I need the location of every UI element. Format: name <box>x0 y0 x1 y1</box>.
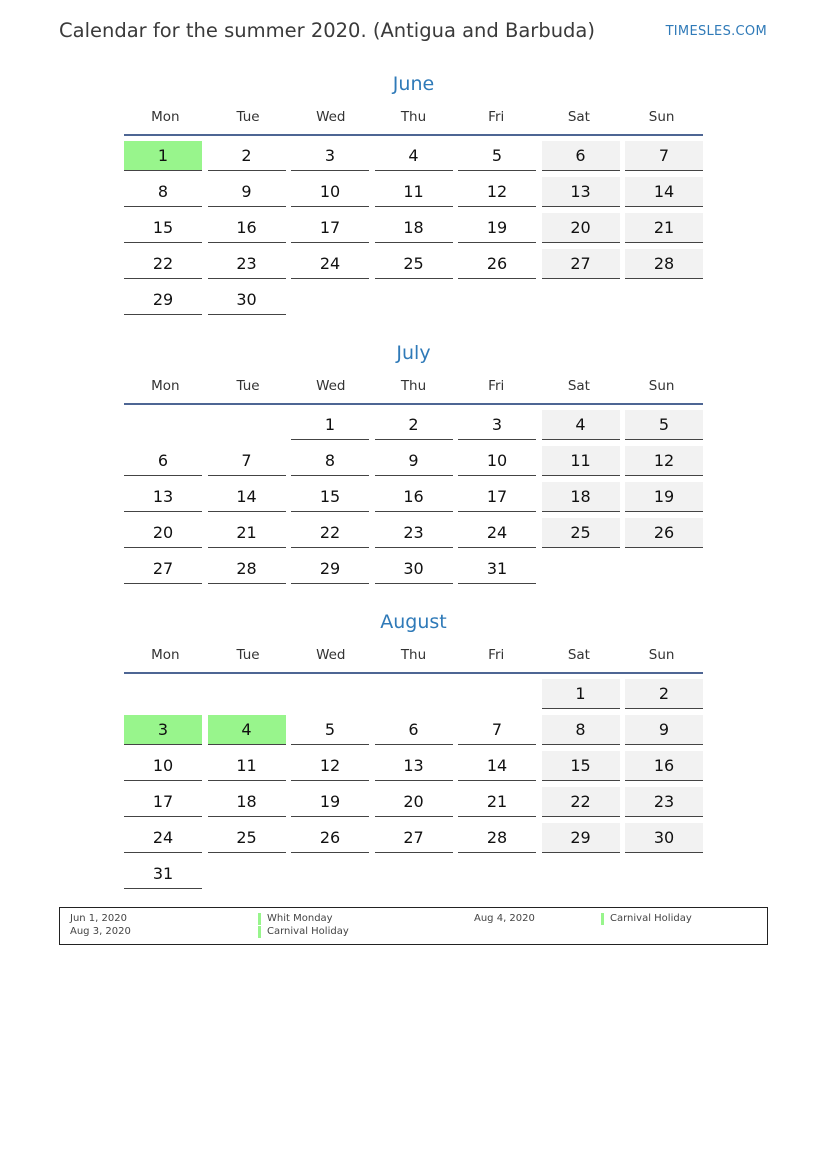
day-cell: 25 <box>375 249 453 279</box>
day-cell: 21 <box>625 213 703 243</box>
empty-cell <box>291 285 369 315</box>
empty-cell <box>291 859 369 889</box>
weekday-header <box>124 646 703 672</box>
day-cell: 29 <box>124 285 202 315</box>
legend-holiday-name: Whit Monday <box>258 913 333 925</box>
weekday-label: Mon <box>151 647 180 663</box>
day-cell: 26 <box>458 249 536 279</box>
weekday-label: Sat <box>567 109 590 125</box>
day-cell: 19 <box>625 482 703 512</box>
legend-date: Jun 1, 2020 <box>70 913 127 924</box>
day-cell: 3 <box>291 141 369 171</box>
empty-cell <box>625 859 703 889</box>
header-divider <box>124 403 703 405</box>
day-cell: 31 <box>458 554 536 584</box>
day-cell: 8 <box>542 715 620 745</box>
day-cell: 19 <box>458 213 536 243</box>
weekday-label: Wed <box>316 109 346 125</box>
month-title: July <box>396 342 431 364</box>
day-cell: 11 <box>208 751 286 781</box>
day-cell: 28 <box>208 554 286 584</box>
header-divider <box>124 134 703 136</box>
day-cell: 7 <box>458 715 536 745</box>
day-cell: 22 <box>124 249 202 279</box>
day-cell: 30 <box>625 823 703 853</box>
day-cell: 21 <box>458 787 536 817</box>
day-cell: 6 <box>124 446 202 476</box>
day-cell: 1 <box>542 679 620 709</box>
day-cell: 12 <box>291 751 369 781</box>
day-cell: 16 <box>208 213 286 243</box>
empty-cell <box>375 859 453 889</box>
day-cell: 10 <box>124 751 202 781</box>
weekday-label: Fri <box>488 109 505 125</box>
weekday-label: Thu <box>400 378 427 394</box>
empty-cell <box>375 285 453 315</box>
legend-holiday-name: Carnival Holiday <box>601 913 692 925</box>
month-july <box>124 339 703 590</box>
day-cell: 29 <box>291 554 369 584</box>
header-divider <box>124 672 703 674</box>
day-cell: 29 <box>542 823 620 853</box>
legend-date: Aug 4, 2020 <box>474 913 535 924</box>
day-cell: 25 <box>542 518 620 548</box>
day-cell: 5 <box>458 141 536 171</box>
day-cell: 8 <box>124 177 202 207</box>
day-cell: 23 <box>625 787 703 817</box>
weekday-header <box>124 108 703 134</box>
day-cell: 28 <box>458 823 536 853</box>
day-cell: 2 <box>208 141 286 171</box>
day-cell: 22 <box>291 518 369 548</box>
weekday-label: Wed <box>316 647 346 663</box>
day-cell: 30 <box>375 554 453 584</box>
weekday-label: Thu <box>400 109 427 125</box>
day-cell: 17 <box>458 482 536 512</box>
day-cell: 10 <box>291 177 369 207</box>
day-cell: 19 <box>291 787 369 817</box>
empty-cell <box>124 679 202 709</box>
day-cell: 20 <box>375 787 453 817</box>
holiday-legend <box>59 907 768 945</box>
day-grid <box>124 141 703 321</box>
day-cell: 18 <box>375 213 453 243</box>
weekday-label: Tue <box>236 378 260 394</box>
day-cell: 14 <box>208 482 286 512</box>
weekday-label: Sun <box>648 378 675 394</box>
day-cell: 13 <box>124 482 202 512</box>
empty-cell <box>208 859 286 889</box>
legend-holiday-name: Carnival Holiday <box>258 926 349 938</box>
day-cell: 9 <box>375 446 453 476</box>
day-cell: 5 <box>291 715 369 745</box>
day-cell: 13 <box>542 177 620 207</box>
day-cell: 25 <box>208 823 286 853</box>
day-cell: 11 <box>542 446 620 476</box>
empty-cell <box>208 410 286 440</box>
day-cell: 10 <box>458 446 536 476</box>
legend-date: Aug 3, 2020 <box>70 926 131 937</box>
empty-cell <box>542 285 620 315</box>
day-cell: 7 <box>625 141 703 171</box>
day-cell: 16 <box>625 751 703 781</box>
empty-cell <box>542 859 620 889</box>
day-cell: 17 <box>124 787 202 817</box>
day-cell: 8 <box>291 446 369 476</box>
page-title: Calendar for the summer 2020. (Antigua and Barbuda) <box>59 19 595 42</box>
weekday-label: Fri <box>488 378 505 394</box>
day-cell: 6 <box>542 141 620 171</box>
day-cell: 13 <box>375 751 453 781</box>
day-cell: 20 <box>542 213 620 243</box>
weekday-label: Sat <box>567 647 590 663</box>
day-cell: 5 <box>625 410 703 440</box>
day-cell: 20 <box>124 518 202 548</box>
empty-cell <box>542 554 620 584</box>
month-june <box>124 70 703 321</box>
empty-cell <box>458 285 536 315</box>
day-cell: 2 <box>375 410 453 440</box>
day-cell: 9 <box>208 177 286 207</box>
weekday-label: Mon <box>151 378 180 394</box>
day-cell: 31 <box>124 859 202 889</box>
day-cell: 24 <box>124 823 202 853</box>
day-cell: 9 <box>625 715 703 745</box>
day-grid <box>124 679 703 895</box>
weekday-label: Fri <box>488 647 505 663</box>
day-cell: 23 <box>375 518 453 548</box>
day-cell: 27 <box>542 249 620 279</box>
day-cell: 18 <box>208 787 286 817</box>
day-cell: 15 <box>291 482 369 512</box>
site-link[interactable]: TIMESLES.COM <box>665 24 767 39</box>
day-cell: 27 <box>124 554 202 584</box>
day-cell: 12 <box>625 446 703 476</box>
day-cell: 7 <box>208 446 286 476</box>
weekday-label: Mon <box>151 109 180 125</box>
day-cell: 14 <box>458 751 536 781</box>
day-cell: 1 <box>124 141 202 171</box>
empty-cell <box>208 679 286 709</box>
day-cell: 4 <box>375 141 453 171</box>
weekday-label: Tue <box>236 109 260 125</box>
day-cell: 15 <box>124 213 202 243</box>
day-cell: 27 <box>375 823 453 853</box>
day-cell: 4 <box>208 715 286 745</box>
weekday-label: Sat <box>567 378 590 394</box>
day-cell: 6 <box>375 715 453 745</box>
day-cell: 26 <box>291 823 369 853</box>
day-cell: 24 <box>458 518 536 548</box>
day-cell: 14 <box>625 177 703 207</box>
day-cell: 17 <box>291 213 369 243</box>
weekday-label: Thu <box>400 647 427 663</box>
day-cell: 3 <box>124 715 202 745</box>
day-cell: 11 <box>375 177 453 207</box>
empty-cell <box>458 679 536 709</box>
day-cell: 4 <box>542 410 620 440</box>
weekday-label: Sun <box>648 109 675 125</box>
day-cell: 3 <box>458 410 536 440</box>
day-cell: 1 <box>291 410 369 440</box>
weekday-label: Sun <box>648 647 675 663</box>
empty-cell <box>124 410 202 440</box>
day-cell: 24 <box>291 249 369 279</box>
day-cell: 22 <box>542 787 620 817</box>
day-cell: 18 <box>542 482 620 512</box>
empty-cell <box>375 679 453 709</box>
month-title: August <box>380 611 447 633</box>
month-august <box>124 608 703 895</box>
day-cell: 16 <box>375 482 453 512</box>
weekday-label: Wed <box>316 378 346 394</box>
day-grid <box>124 410 703 590</box>
weekday-label: Tue <box>236 647 260 663</box>
day-cell: 2 <box>625 679 703 709</box>
day-cell: 12 <box>458 177 536 207</box>
day-cell: 28 <box>625 249 703 279</box>
day-cell: 23 <box>208 249 286 279</box>
empty-cell <box>625 285 703 315</box>
day-cell: 21 <box>208 518 286 548</box>
month-title: June <box>392 73 435 95</box>
empty-cell <box>625 554 703 584</box>
empty-cell <box>458 859 536 889</box>
day-cell: 26 <box>625 518 703 548</box>
empty-cell <box>291 679 369 709</box>
weekday-header <box>124 377 703 403</box>
day-cell: 15 <box>542 751 620 781</box>
day-cell: 30 <box>208 285 286 315</box>
